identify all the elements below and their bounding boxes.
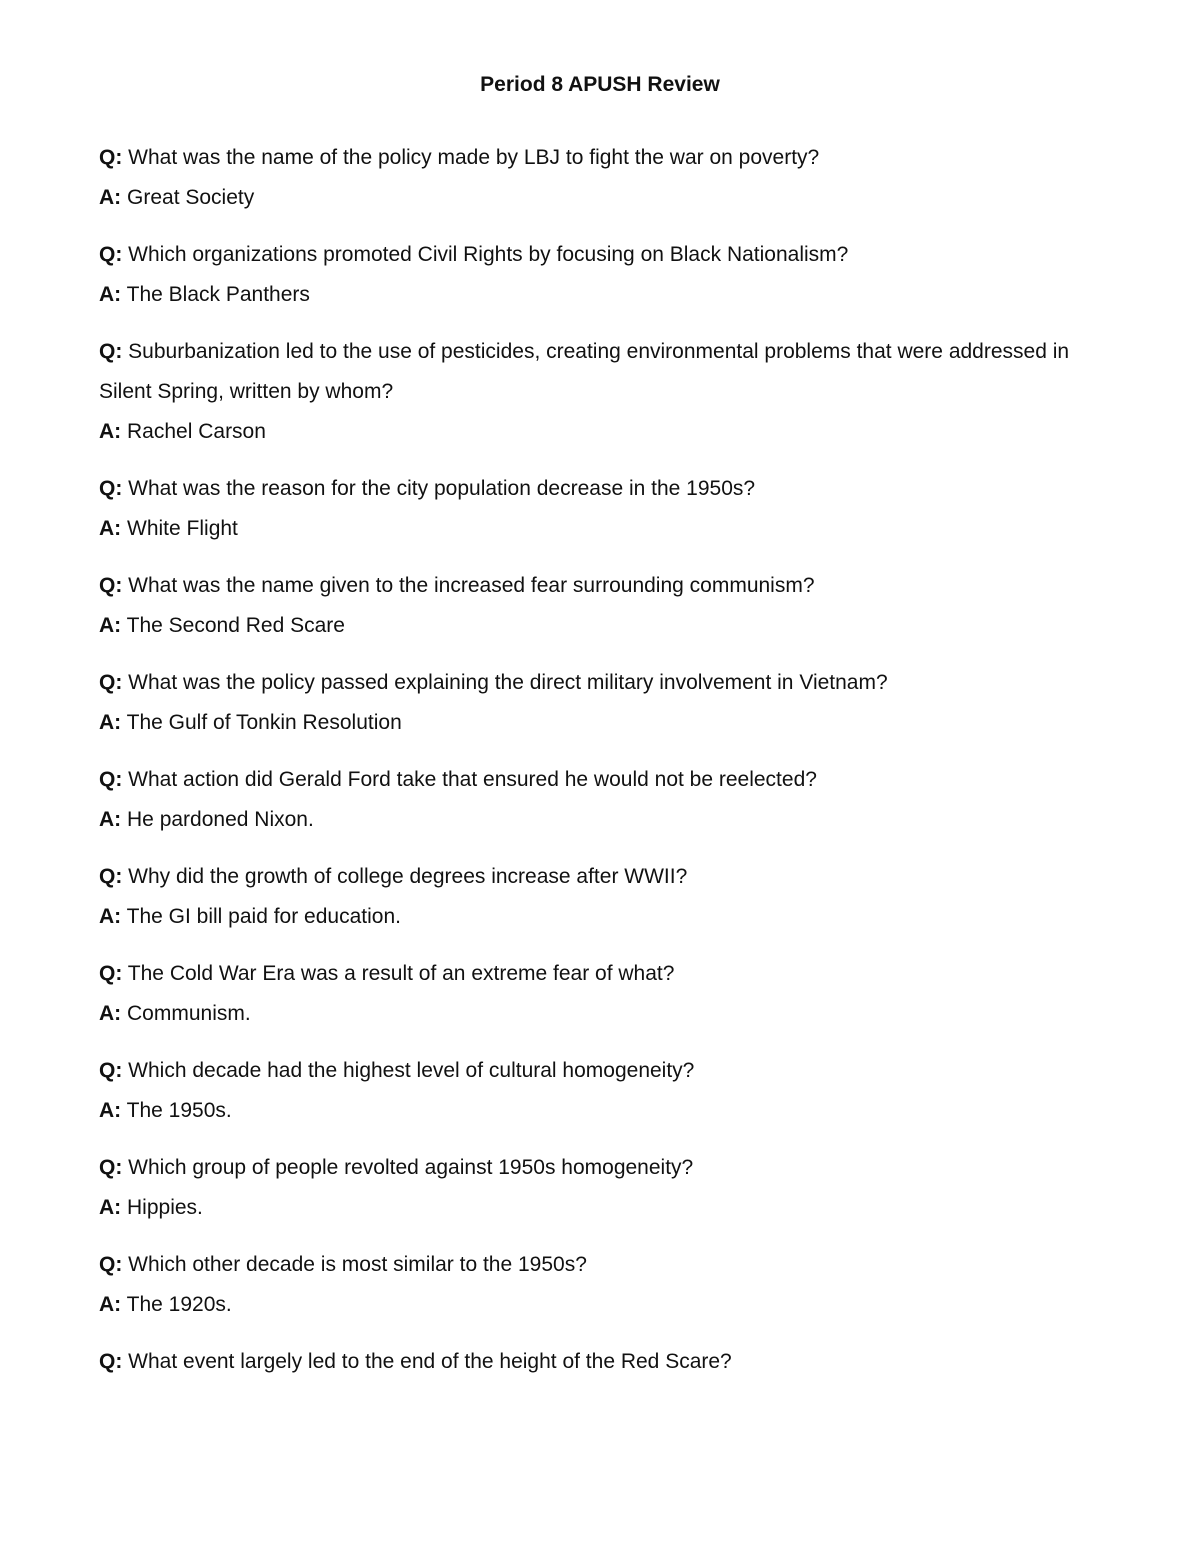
- qa-item: [99, 138, 1079, 218]
- question-line: [99, 235, 1079, 275]
- answer-text: He pardoned Nixon.: [127, 808, 314, 831]
- answer-label: A:: [99, 1002, 122, 1025]
- qa-item: [99, 1342, 1079, 1382]
- question-text: The Cold War Era was a result of an extreme fear of what?: [127, 962, 675, 985]
- answer-line: [99, 703, 1079, 743]
- question-text: What action did Gerald Ford take that ensured he would not be reelected?: [128, 768, 817, 791]
- question-label: Q:: [99, 768, 123, 791]
- answer-text: The 1920s.: [126, 1293, 232, 1316]
- question-label: Q:: [99, 1059, 123, 1082]
- answer-text: Great Society: [127, 186, 255, 209]
- question-line: [99, 1342, 1079, 1382]
- answer-label: A:: [99, 517, 122, 540]
- answer-line: [99, 897, 1079, 937]
- qa-item: [99, 857, 1079, 937]
- question-text: Which group of people revolted against 1950s homogeneity?: [128, 1156, 694, 1179]
- question-text: Why did the growth of college degrees increase after WWII?: [128, 865, 688, 888]
- document-title: Period 8 APUSH Review: [480, 73, 720, 96]
- answer-label: A:: [99, 420, 122, 443]
- question-text: What was the name of the policy made by LBJ to fight the war on poverty?: [128, 146, 820, 169]
- question-line: [99, 566, 1079, 606]
- answer-line: [99, 606, 1079, 646]
- qa-item: [99, 235, 1079, 315]
- answer-line: [99, 412, 1079, 452]
- question-line: [99, 1051, 1079, 1091]
- answer-text: Hippies.: [127, 1196, 203, 1219]
- qa-item: [99, 663, 1079, 743]
- question-label: Q:: [99, 574, 123, 597]
- question-label: Q:: [99, 865, 123, 888]
- qa-item: [99, 566, 1079, 646]
- answer-label: A:: [99, 808, 122, 831]
- question-line: [99, 1245, 1079, 1285]
- answer-label: A:: [99, 711, 122, 734]
- question-text: What event largely led to the end of the height of the Red Scare?: [128, 1350, 732, 1373]
- answer-label: A:: [99, 1099, 122, 1122]
- answer-label: A:: [99, 186, 122, 209]
- question-line: [99, 760, 1079, 800]
- question-line: [99, 954, 1079, 994]
- qa-item: [99, 1051, 1079, 1131]
- answer-text: The Black Panthers: [126, 283, 310, 306]
- question-line: [99, 469, 1079, 509]
- question-line: [99, 138, 1079, 178]
- answer-label: A:: [99, 283, 122, 306]
- answer-text: The GI bill paid for education.: [126, 905, 401, 928]
- question-text: Which other decade is most similar to the 1950s?: [128, 1253, 587, 1276]
- qa-item: [99, 954, 1079, 1034]
- answer-text: The Second Red Scare: [126, 614, 345, 637]
- answer-line: [99, 1188, 1079, 1228]
- question-label: Q:: [99, 477, 123, 500]
- answer-label: A:: [99, 905, 122, 928]
- answer-line: [99, 178, 1079, 218]
- qa-list: [99, 138, 1079, 1399]
- question-label: Q:: [99, 340, 123, 363]
- question-label: Q:: [99, 1350, 123, 1373]
- question-text: What was the name given to the increased fear surrounding communism?: [128, 574, 815, 597]
- answer-line: [99, 275, 1079, 315]
- question-text: What was the policy passed explaining the direct military involvement in Vietnam?: [128, 671, 888, 694]
- qa-item: [99, 332, 1079, 452]
- qa-item: [99, 1148, 1079, 1228]
- answer-text: Communism.: [127, 1002, 251, 1025]
- qa-item: [99, 469, 1079, 549]
- answer-line: [99, 509, 1079, 549]
- answer-text: The 1950s.: [126, 1099, 232, 1122]
- question-line: [99, 857, 1079, 897]
- question-label: Q:: [99, 1156, 123, 1179]
- answer-text: White Flight: [127, 517, 238, 540]
- question-label: Q:: [99, 962, 123, 985]
- answer-text: Rachel Carson: [127, 420, 266, 443]
- answer-label: A:: [99, 1293, 122, 1316]
- qa-item: [99, 1245, 1079, 1325]
- question-label: Q:: [99, 243, 123, 266]
- answer-line: [99, 1091, 1079, 1131]
- question-text: Which decade had the highest level of cultural homogeneity?: [128, 1059, 695, 1082]
- answer-line: [99, 1285, 1079, 1325]
- answer-label: A:: [99, 614, 122, 637]
- question-line: [99, 663, 1079, 703]
- answer-line: [99, 800, 1079, 840]
- question-text: Suburbanization led to the use of pesticides, creating environmental problems that were addressed in Silent Spring, written by whom?: [99, 340, 1070, 403]
- question-label: Q:: [99, 146, 123, 169]
- answer-label: A:: [99, 1196, 122, 1219]
- question-line: [99, 332, 1079, 412]
- question-label: Q:: [99, 671, 123, 694]
- question-line: [99, 1148, 1079, 1188]
- question-text: Which organizations promoted Civil Rights by focusing on Black Nationalism?: [128, 243, 849, 266]
- answer-text: The Gulf of Tonkin Resolution: [126, 711, 402, 734]
- question-label: Q:: [99, 1253, 123, 1276]
- question-text: What was the reason for the city population decrease in the 1950s?: [128, 477, 756, 500]
- answer-line: [99, 994, 1079, 1034]
- qa-item: [99, 760, 1079, 840]
